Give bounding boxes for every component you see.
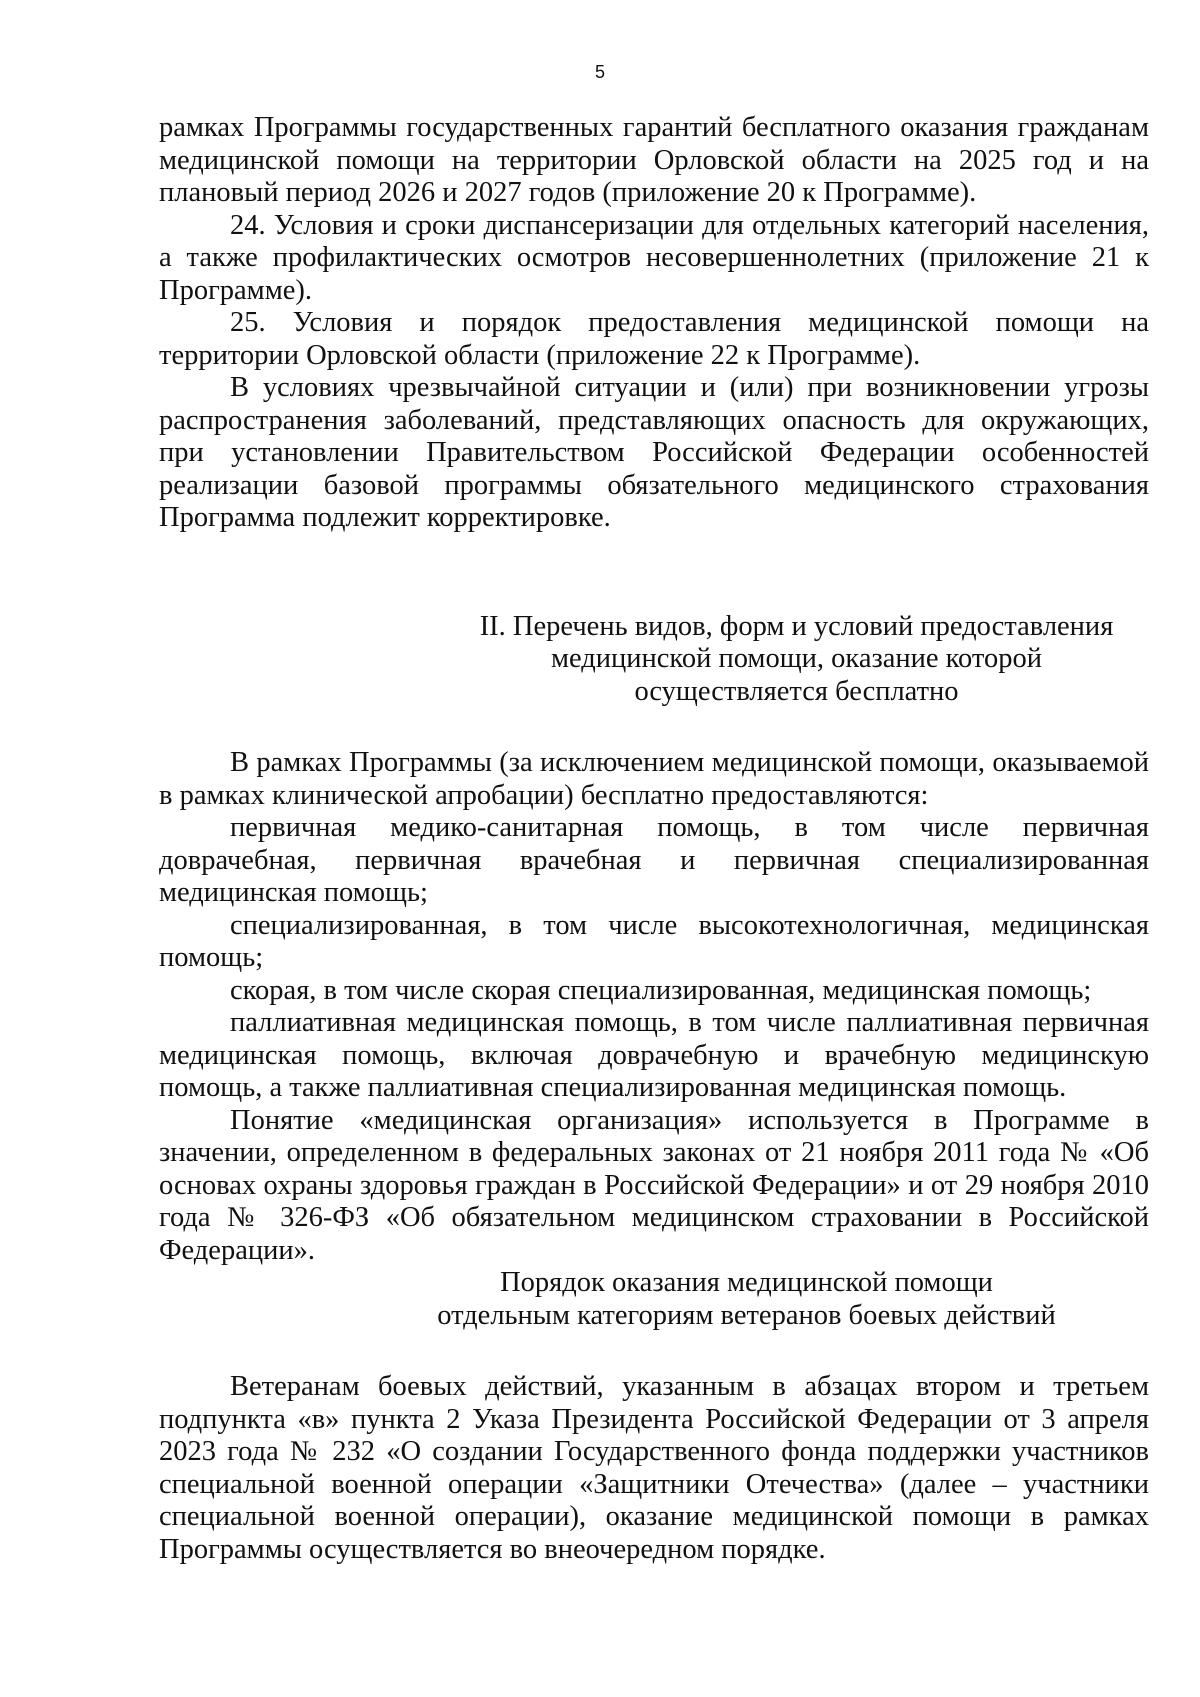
paragraph: В условиях чрезвычайной ситуации и (или) при возникновении угрозы распространения заболеваний, представляющих опасность для окружающих, при установлении Правительством Российской Федерации особенностей реализации базовой программы обязательного медицинского страхования Программа подлежит корректировке. — [159, 372, 1149, 533]
paragraph: 24. Условия и сроки диспансеризации для отдельных категорий населения, а также профилактических осмотров несовершеннолетних (приложение 21 к Программе). — [159, 209, 1149, 306]
subsection-title-line: отдельным категориям ветеранов боевых действий — [437, 1299, 1056, 1331]
page-number: 5 — [594, 62, 605, 82]
paragraph: 25. Условия и порядок предоставления медицинской помощи на территории Орловской области (приложение 22 к Программе). — [159, 307, 1149, 371]
list-item: паллиативная медицинская помощь, в том числе паллиативная первичная медицинская помощь, включая доврачебную и врачебную медицинскую помощь, а также паллиативная специализированная медицинская помощь. — [159, 1007, 1149, 1103]
section-title-line: осуществляется бесплатно — [634, 675, 959, 707]
list-item: скорая, в том числе скорая специализированная, медицинская помощь; — [230, 974, 1092, 1006]
list-item: первичная медико-санитарная помощь, в том числе первичная доврачебная, первичная врачебная и первичная специализированная медицинская помощь; — [159, 812, 1149, 908]
paragraph: Понятие «медицинская организация» используется в Программе в значении, определенном в федеральных законах от 21 ноября 2011 года № «Об основах охраны здоровья граждан в Российской Федерации» и от 29 ноября 2010 года № 326-ФЗ «Об обязательном медицинском страховании в Российской Федерации». — [159, 1104, 1149, 1266]
subsection-title — [299, 1267, 1194, 1332]
section-title-line: II. Перечень видов, форм и условий предоставления — [479, 610, 1114, 642]
subsection-title-line: Порядок оказания медицинской помощи — [500, 1267, 993, 1298]
paragraph: Ветеранам боевых действий, указанным в абзацах втором и третьем подпункта «в» пункта 2 Указа Президента Российской Федерации от 3 апреля 2023 года № 232 «О создании Государственного фонда поддержки участников специальной военной операции «Защитники Отечества» (далее – участники специальной военной операции), оказание медицинской помощи в рамках Программы осуществляется во внеочередном порядке. — [159, 1371, 1149, 1565]
paragraph: В рамках Программы (за исключением медицинской помощи, оказываемой в рамках клинической апробации) бесплатно предоставляются: — [159, 747, 1149, 811]
section-title-line: медицинской помощи, оказание которой — [550, 643, 1043, 674]
list-item: специализированная, в том числе высокотехнологичная, медицинская помощь; — [159, 909, 1149, 973]
document-body — [159, 112, 1149, 1566]
paragraph: рамках Программы государственных гарантий бесплатного оказания гражданам медицинской помощи на территории Орловской области на 2025 год и на плановый период 2026 и 2027 годов (приложение 20 к Программе). — [159, 112, 1149, 208]
section-title — [399, 611, 1194, 709]
